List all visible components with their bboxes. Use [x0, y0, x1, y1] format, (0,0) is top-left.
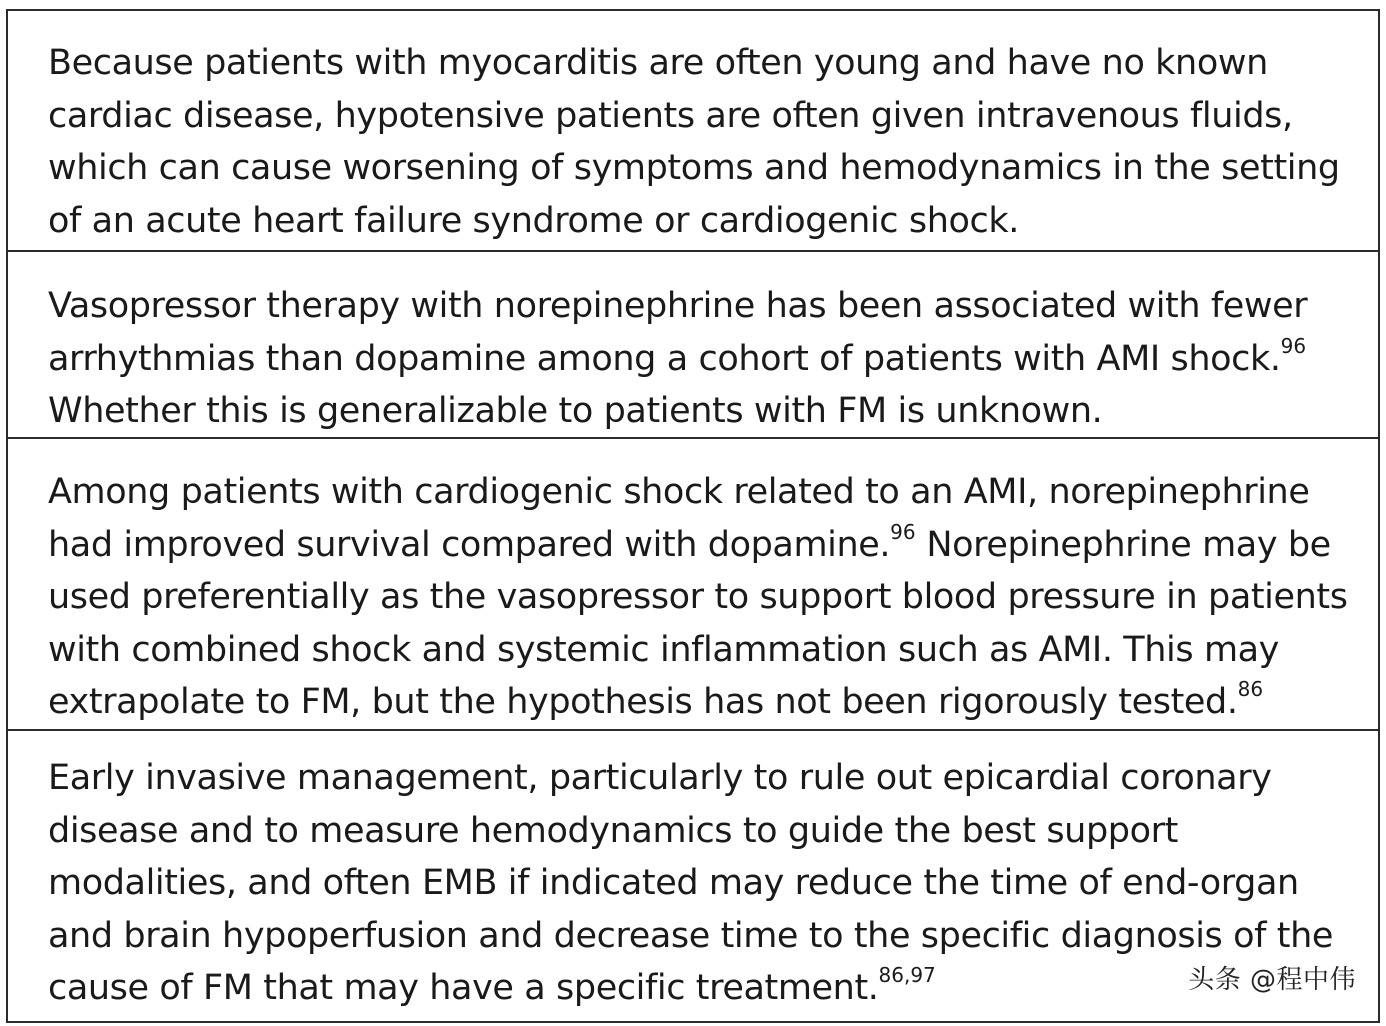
table-row: [8, 731, 1378, 1021]
citation-superscript: 96: [1280, 333, 1307, 358]
citation-superscript: 96: [890, 519, 916, 544]
citation-superscript: 86: [1237, 677, 1264, 702]
paragraph-text: Because patients with myocarditis are often young and have no known cardiac disease, hypotensive patients are often given intravenous fluids, which can cause worsening of symptoms and hemodynamics in the setting of an acute heart failure syndrome or cardiogenic shock.: [48, 43, 1340, 241]
citation-superscript: 86,97: [878, 963, 936, 988]
paragraph-text: Norepinephrine may be used preferentially as the vasopressor to support blood pressure in patients with combined shock and systemic inflammation such as AMI. This may extrapolate to FM, but the hypothesis has not been rigorously tested.: [48, 524, 1348, 722]
table-row: [8, 252, 1378, 439]
watermark-text: 头条 @程中伟: [1188, 965, 1356, 995]
paragraph-text: Vasopressor therapy with norepinephrine has been associated with fewer arrhythmias than dopamine among a cohort of patients with AMI shock.: [48, 286, 1308, 379]
table-row: [8, 11, 1378, 252]
paragraph-text: Early invasive management, particularly to rule out epicardial coronary disease and to measure hemodynamics to guide the best support modalities, and often EMB if indicated may reduce the time of end-organ and brain hypoperfusion and decrease time to the specific diagnosis of the cause of FM that may have a specific treatment.: [48, 758, 1333, 1008]
recommendation-table: [6, 9, 1380, 1023]
table-row: [8, 439, 1378, 731]
paragraph-text: Whether this is generalizable to patients with FM is unknown.: [48, 391, 1103, 431]
paragraph-text: Among patients with cardiogenic shock related to an AMI, norepinephrine had improved survival compared with dopamine.: [48, 472, 1310, 565]
